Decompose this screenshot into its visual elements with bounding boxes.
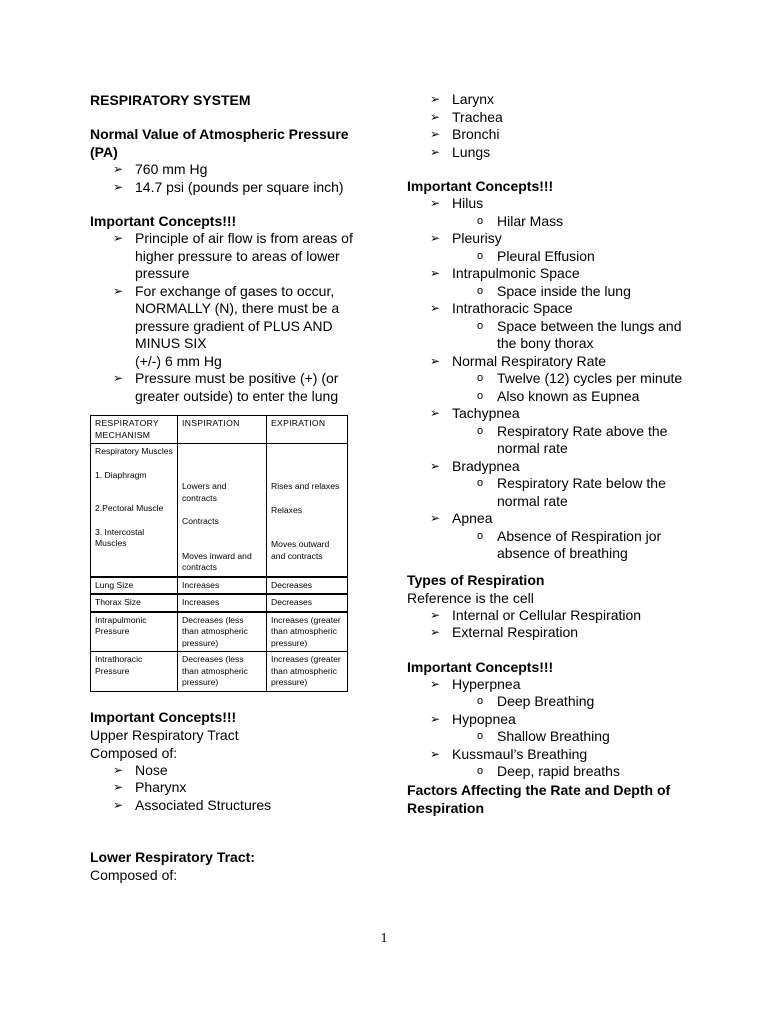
- list-item: ➢ Bradypnea: [430, 457, 520, 474]
- table-row: [91, 612, 348, 652]
- factors-heading: Factors Affecting the Rate and Depth of Respiration: [407, 781, 671, 816]
- arrowhead-bullet-icon: ➢: [430, 607, 441, 622]
- hollow-circle-bullet-icon: o: [477, 477, 484, 489]
- arrowhead-bullet-icon: ➢: [430, 127, 441, 141]
- arrowhead-bullet-icon: ➢: [113, 371, 124, 385]
- arrowhead-bullet-icon: ➢: [430, 92, 441, 106]
- important-concepts-heading: Important Concepts!!!: [90, 708, 237, 725]
- table-cell: Rises and relaxes Relaxes Moves outward and contracts: [267, 444, 348, 577]
- list-item: ➢ Normal Respiratory Rate: [430, 352, 607, 369]
- list-item: ➢ Intrapulmonic Space: [430, 265, 580, 281]
- list-item: ➢ For exchange of gases to occur, NORMALLY (N), there must be a pressure gradient of PLUS AND MINUS SIX (+/-) 6 mm Hg: [113, 282, 340, 369]
- table-row: [91, 444, 348, 577]
- table-row: [91, 652, 348, 692]
- list-item: ➢ External Respiration: [430, 624, 579, 640]
- concepts-list: [90, 230, 370, 405]
- arrowhead-bullet-icon: ➢: [113, 797, 124, 812]
- concepts-list: [407, 195, 697, 563]
- arrowhead-bullet-icon: ➢: [113, 179, 124, 194]
- list-item: ➢ Pressure must be positive (+) (or greater outside) to enter the lung: [113, 370, 339, 404]
- hollow-circle-bullet-icon: o: [477, 529, 484, 542]
- important-concepts-heading: Important Concepts!!!: [90, 213, 237, 229]
- sub-list-item: o Shallow Breathing: [477, 728, 610, 744]
- arrowhead-bullet-icon: ➢: [430, 406, 441, 420]
- atm-pressure-list: [90, 161, 370, 196]
- list-item: ➢ Hyperpnea: [430, 675, 521, 692]
- table-cell: Lowers and contracts Contracts Moves inward and contracts: [178, 444, 267, 577]
- table-row: [91, 594, 348, 612]
- hollow-circle-bullet-icon: o: [477, 214, 484, 227]
- table-cell: Increases: [178, 577, 267, 595]
- upper-tract-label: Upper Respiratory Tract: [90, 726, 239, 743]
- arrowhead-bullet-icon: ➢: [113, 231, 124, 245]
- table-cell: Increases (greater than atmospheric pressure): [267, 652, 348, 692]
- sub-list-item: o Twelve (12) cycles per minute: [477, 370, 683, 386]
- important-concepts-heading: Important Concepts!!!: [407, 658, 554, 675]
- arrowhead-bullet-icon: ➢: [430, 458, 441, 473]
- list-item: ➢ Hypopnea: [430, 710, 516, 727]
- list-item: ➢ Apnea: [430, 510, 493, 526]
- arrowhead-bullet-icon: ➢: [430, 231, 441, 245]
- table-cell: Thorax Size: [91, 594, 178, 612]
- table-row: [91, 577, 348, 595]
- sub-list-item: o Space between the lungs and the bony thorax: [477, 317, 682, 351]
- arrowhead-bullet-icon: ➢: [113, 762, 124, 777]
- table-cell: Increases: [178, 594, 267, 612]
- right-column: [407, 91, 697, 817]
- list-item: ➢ 14.7 psi (pounds per square inch): [113, 178, 344, 195]
- hollow-circle-bullet-icon: o: [477, 249, 484, 262]
- list-item: ➢ Pleurisy: [430, 230, 502, 246]
- list-item: ➢ Pharynx: [113, 779, 187, 795]
- table-header: EXPIRATION: [267, 416, 348, 444]
- table-cell: Decreases: [267, 577, 348, 595]
- arrowhead-bullet-icon: ➢: [113, 283, 124, 298]
- respiratory-mechanism-table: [90, 415, 348, 692]
- arrowhead-bullet-icon: ➢: [430, 144, 441, 159]
- list-item: ➢ Bronchi: [430, 126, 500, 142]
- list-item: ➢ Principle of air flow is from areas of higher pressure to areas of lower pressure: [113, 230, 353, 281]
- hollow-circle-bullet-icon: o: [477, 765, 484, 777]
- sub-list-item: o Hilar Mass: [477, 212, 564, 229]
- document-title: RESPIRATORY SYSTEM: [90, 92, 251, 108]
- composed-of-label: Composed of:: [90, 744, 178, 761]
- sub-list-item: o Respiratory Rate above the normal rate: [477, 422, 668, 456]
- list-item: ➢ Trachea: [430, 108, 503, 125]
- sub-list-item: o Pleural Effusion: [477, 247, 595, 264]
- sub-list-item: o Deep Breathing: [477, 693, 595, 709]
- table-header: INSPIRATION: [178, 416, 267, 444]
- types-list: [407, 607, 697, 642]
- table-cell: Increases (greater than atmospheric pressure): [267, 612, 348, 652]
- reference-text: Reference is the cell: [407, 589, 534, 606]
- hollow-circle-bullet-icon: o: [477, 730, 484, 742]
- table-cell: Intrathoracic Pressure: [91, 652, 178, 692]
- list-item: ➢ Nose: [113, 761, 168, 778]
- list-item: ➢ Lungs: [430, 143, 491, 160]
- arrowhead-bullet-icon: ➢: [113, 162, 124, 176]
- sub-list-item: o Absence of Respiration jor absence of breathing: [477, 527, 662, 561]
- sub-list-item: o Also known as Eupnea: [477, 387, 640, 404]
- list-item: ➢ Larynx: [430, 91, 495, 107]
- arrowhead-bullet-icon: ➢: [430, 625, 441, 639]
- list-item: ➢ Internal or Cellular Respiration: [430, 606, 642, 623]
- table-cell: Respiratory Muscles 1. Diaphragm 2.Pectoral Muscle 3. Intercostal Muscles: [91, 444, 178, 577]
- hollow-circle-bullet-icon: o: [477, 372, 484, 384]
- table-cell: Decreases: [267, 594, 348, 612]
- arrowhead-bullet-icon: ➢: [430, 266, 441, 280]
- arrowhead-bullet-icon: ➢: [430, 511, 441, 525]
- arrowhead-bullet-icon: ➢: [430, 711, 441, 726]
- arrowhead-bullet-icon: ➢: [430, 746, 441, 761]
- list-item: ➢ 760 mm Hg: [113, 161, 208, 177]
- arrowhead-bullet-icon: ➢: [430, 353, 441, 368]
- page-number: 1: [380, 931, 388, 946]
- arrowhead-bullet-icon: ➢: [430, 109, 441, 124]
- table-header: RESPIRATORY MECHANISM: [91, 416, 178, 444]
- arrowhead-bullet-icon: ➢: [430, 301, 441, 315]
- sub-list-item: o Space inside the lung: [477, 282, 631, 299]
- sub-list-item: o Deep, rapid breaths: [477, 763, 620, 779]
- table-cell: Lung Size: [91, 577, 178, 595]
- hollow-circle-bullet-icon: o: [477, 695, 484, 707]
- lower-tract-heading: Lower Respiratory Tract:: [90, 849, 255, 865]
- sub-list-item: o Respiratory Rate below the normal rate: [477, 475, 666, 509]
- hollow-circle-bullet-icon: o: [477, 389, 484, 402]
- list-item: ➢ Tachypnea: [430, 405, 520, 421]
- table-header-row: [91, 416, 348, 444]
- table-cell: Decreases (less than atmospheric pressure): [178, 612, 267, 652]
- table-cell: Intrapulmonic Pressure: [91, 612, 178, 652]
- list-item: ➢ Associated Structures: [113, 796, 272, 813]
- arrowhead-bullet-icon: ➢: [430, 196, 441, 210]
- table-cell: Decreases (less than atmospheric pressure): [178, 652, 267, 692]
- lower-tract-list: [407, 91, 697, 161]
- list-item: ➢ Hilus: [430, 195, 484, 211]
- atm-pressure-heading: Normal Value of Atmospheric Pressure (PA): [90, 126, 349, 160]
- hollow-circle-bullet-icon: o: [477, 424, 484, 437]
- important-concepts-heading: Important Concepts!!!: [407, 178, 554, 194]
- list-item: ➢ Kussmaul’s Breathing: [430, 745, 588, 762]
- list-item: ➢ Intrathoracic Space: [430, 300, 573, 316]
- hollow-circle-bullet-icon: o: [477, 319, 484, 332]
- arrowhead-bullet-icon: ➢: [430, 676, 441, 691]
- composed-of-label: Composed of:: [90, 867, 178, 883]
- types-of-respiration-heading: Types of Respiration: [407, 571, 545, 588]
- left-column: [90, 91, 370, 884]
- breathing-list: [407, 676, 697, 781]
- hollow-circle-bullet-icon: o: [477, 284, 484, 297]
- arrowhead-bullet-icon: ➢: [113, 780, 124, 794]
- upper-tract-list: [90, 762, 370, 815]
